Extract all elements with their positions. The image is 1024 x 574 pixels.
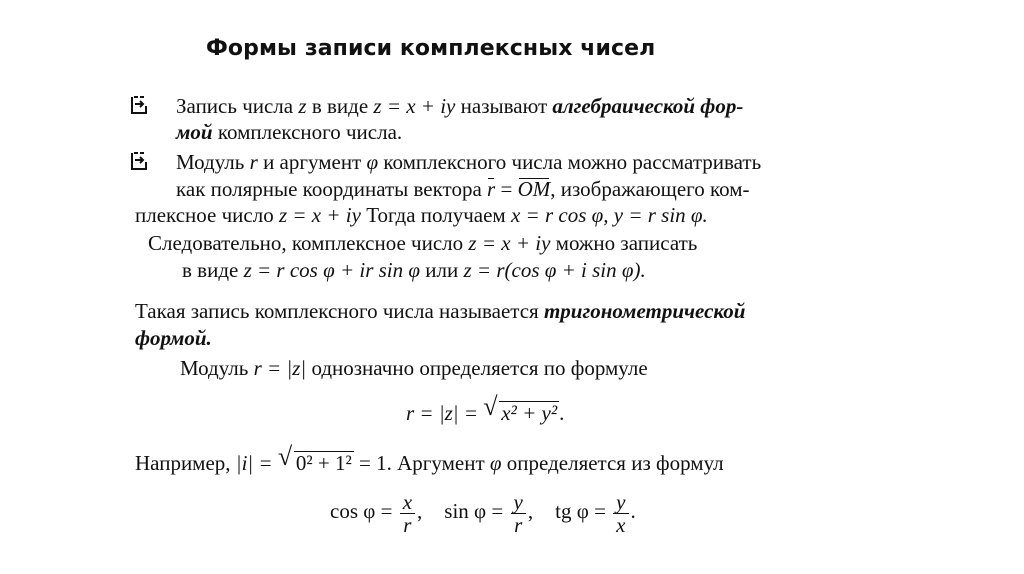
radical-sign: √ bbox=[483, 392, 498, 421]
math: φ bbox=[366, 150, 379, 174]
math: r = |z| bbox=[253, 356, 307, 380]
math: z = x + iy bbox=[373, 94, 456, 118]
fraction-y-over-x bbox=[613, 491, 628, 536]
paragraph-2-line-1 bbox=[176, 150, 761, 174]
math: x² + y² bbox=[501, 401, 558, 425]
math: 0² + 1² bbox=[295, 451, 352, 475]
paragraph-2-line-5 bbox=[182, 258, 646, 282]
term-algebraic-form-end: мой bbox=[176, 120, 213, 144]
paragraph-1-line-2 bbox=[176, 120, 402, 144]
math: φ bbox=[489, 451, 502, 475]
math: . bbox=[630, 499, 636, 523]
paragraph-3-line-3 bbox=[180, 356, 648, 380]
denominator: r bbox=[514, 512, 523, 537]
text: можно записать bbox=[550, 231, 698, 255]
math: r bbox=[249, 150, 258, 174]
math: = 1. bbox=[353, 451, 392, 475]
math: z = x + iy bbox=[278, 203, 361, 227]
text: Аргумент bbox=[391, 451, 490, 475]
text: Модуль bbox=[180, 356, 254, 380]
math: , bbox=[527, 499, 534, 523]
definition-marker-icon bbox=[128, 150, 150, 172]
math: |i| = bbox=[235, 451, 278, 475]
text: определяется из формул bbox=[501, 451, 724, 475]
fraction-y-over-r bbox=[511, 491, 526, 536]
slide-title: Формы записи комплексных чисел bbox=[206, 36, 656, 61]
paragraph-3-line-1 bbox=[135, 299, 745, 323]
sqrt-radical bbox=[277, 442, 354, 475]
math: sin φ = bbox=[444, 499, 509, 523]
denominator: r bbox=[403, 512, 412, 537]
math: OM bbox=[517, 177, 551, 201]
fraction-x-over-r bbox=[400, 491, 415, 536]
text: Модуль bbox=[176, 150, 250, 174]
math: cos φ = bbox=[330, 499, 398, 523]
vector-r bbox=[487, 177, 495, 201]
paragraph-2-line-2 bbox=[176, 177, 750, 201]
text: однозначно определяется по формуле bbox=[306, 356, 648, 380]
math: r = |z| = bbox=[406, 401, 484, 425]
text: , изображающего ком- bbox=[550, 177, 750, 201]
text: как полярные координаты вектора bbox=[176, 177, 488, 201]
text: в виде bbox=[306, 94, 374, 118]
term-trigonometric-form: тригонометрической bbox=[543, 299, 746, 323]
text: и аргумент bbox=[257, 150, 367, 174]
math: = bbox=[495, 177, 518, 201]
math: z = r(cos φ + i sin φ). bbox=[463, 258, 646, 282]
term-trigonometric-form-end: формой. bbox=[135, 326, 212, 350]
trig-formulas bbox=[330, 488, 636, 536]
vector-om bbox=[518, 177, 551, 201]
paragraph-3-line-2 bbox=[135, 326, 212, 350]
math: z = x + iy bbox=[468, 231, 551, 255]
math: , bbox=[417, 499, 423, 523]
text: Например, bbox=[135, 451, 236, 475]
term-algebraic-form: алгебраической фор- bbox=[552, 94, 744, 118]
numerator: y bbox=[511, 491, 526, 514]
text: Тогда получаем bbox=[360, 203, 511, 227]
definition-marker-icon bbox=[128, 94, 150, 116]
paragraph-2-line-4 bbox=[148, 231, 697, 255]
text: Запись числа bbox=[176, 94, 299, 118]
math: x = r cos φ, y = r sin φ. bbox=[510, 203, 708, 227]
paragraph-2-line-3 bbox=[135, 203, 708, 227]
sqrt-radical bbox=[483, 392, 559, 425]
text: Следовательно, комплексное число bbox=[148, 231, 469, 255]
text: плексное число bbox=[135, 203, 279, 227]
denominator: x bbox=[616, 512, 626, 537]
numerator: x bbox=[400, 491, 415, 514]
numerator: y bbox=[613, 491, 628, 514]
math: z = r cos φ + ir sin φ bbox=[243, 258, 421, 282]
math: z bbox=[298, 94, 307, 118]
math: tg φ = bbox=[555, 499, 612, 523]
math: r bbox=[487, 177, 496, 201]
text: комплексного числа можно рассматривать bbox=[378, 150, 762, 174]
text: или bbox=[420, 258, 464, 282]
math: . bbox=[559, 401, 565, 425]
modulus-formula bbox=[406, 392, 565, 425]
text: называют bbox=[455, 94, 553, 118]
text: комплексного числа. bbox=[212, 120, 403, 144]
text: Такая запись комплексного числа называется bbox=[135, 299, 544, 323]
paragraph-1-line-1 bbox=[176, 94, 743, 118]
radical-sign: √ bbox=[277, 442, 293, 471]
paragraph-4-line-1 bbox=[135, 442, 724, 475]
text: в виде bbox=[182, 258, 244, 282]
